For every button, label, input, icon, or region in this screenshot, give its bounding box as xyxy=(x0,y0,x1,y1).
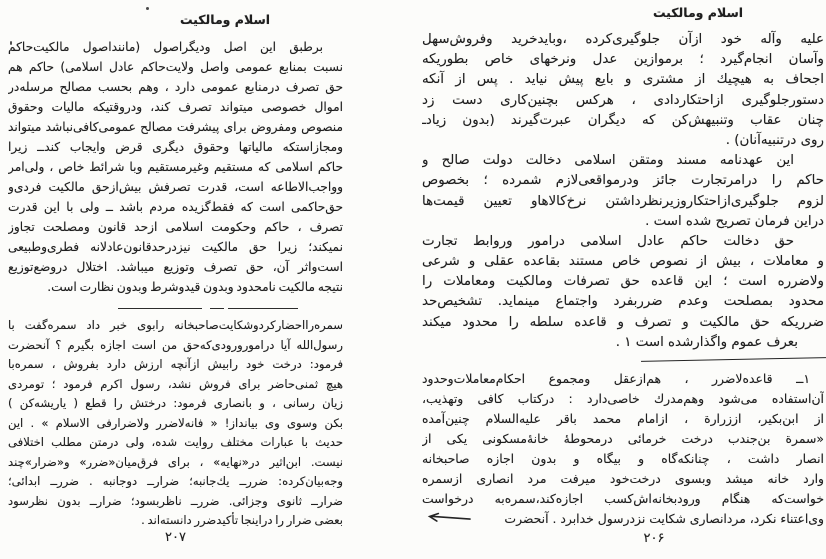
text-line: لزوم جلوگیری‌ازاحتکاروزیرنظرداشتن نرخ‌کالاهاو تعیین قیمت‌ها xyxy=(422,193,824,209)
text-line: حاکم را درامرتجارت جائز ودرمواقعی‌لازم شمرده ؛ بخصوص xyxy=(422,173,824,189)
text-line: نسبت بمنابع عمومی واصل ولایت‌حاکم عادل اسلامی) حاکم هم xyxy=(8,60,343,74)
text-line: دستورجلوگیری ازاحتکاردادی ، هرکس بچنین‌کاری دست زد xyxy=(422,92,824,108)
page-number: ۲۰۷ xyxy=(165,530,186,545)
page-number: ۲۰۶ xyxy=(643,531,665,546)
page-title: اسلام ومالکیت xyxy=(652,5,744,20)
page-title: اسلام ومالکیت xyxy=(179,12,271,27)
text-line: سمره‌رااحضارکردوشکایت‌صاحبخانه رابوی خبر داد سمره‌گفت با xyxy=(8,318,343,332)
text-line: و معاملات ، بیش از نصوص خاص مستند بقاعده عقلی و شرعی xyxy=(422,254,824,270)
text-line: زیان رسانی ، و بانصاری فرمود: درختش را قطع ( یاریشه‌کن ) xyxy=(8,396,343,410)
text-line: اجحاف به هیچیك از مشتری و بایع پیش نیاید . پس از آنکه xyxy=(422,72,824,88)
text-line: وجه‌بیان‌کرده: ضررــ یك‌جانبه؛ ضرارــ دوجانبه . ضررــ ابدائی؛ xyxy=(8,474,343,488)
text-line: رسول‌الله آیا درامورورودی‌که‌حق من است اجازه بگیرم ؟ آنحضرت xyxy=(8,337,343,352)
text-line: این عهدنامه مسند ومتقن اسلامی دخالت دولت صالح و xyxy=(422,153,794,169)
text-line: بعضی ضرار را دراینجا تأکیدضرر دانسته‌اند . xyxy=(141,513,343,527)
text-line: خواست‌که هنگام ورودبخانه‌اش‌کسب اجازه‌کند،سمره‌به درخواست xyxy=(422,491,824,506)
separator-segment xyxy=(210,308,224,309)
text-line: ومجازاستکه مالیاتها وحقوق دیگری قرض وایجاب کندــ زیرا xyxy=(8,140,343,154)
text-line: حق‌حاکمی است که فقط‌گزیده مردم باشد ــ ولی با این قدرت xyxy=(8,200,343,214)
text-line: روی درتنبیه‌آنان) . xyxy=(725,132,824,148)
text-line: وواجب‌الاطاعه است، قدرت تصرفش بیش‌ازحق مالکیت فردی‌و xyxy=(8,180,343,194)
body-text xyxy=(8,37,343,297)
text-line: نتیجه مالکیت نامحدود وبدون قیدوشرط وبدون نظارت است. xyxy=(47,280,343,294)
right-page xyxy=(413,0,826,559)
text-line: ضرریکه حق مالکیت و تصرف و قاعده سلطه را محدود میکند xyxy=(422,314,824,330)
text-line: ۱ــ قاعده‌لاضرر ، هم‌ازعقل ومجموع احکام‌معاملات‌وحدود xyxy=(422,371,810,386)
footnote-separator xyxy=(641,357,826,362)
text-line: برطبق این اصل ودیگراصول (ماننداصول مالکیت‌حاکم xyxy=(8,40,323,54)
body-text xyxy=(422,30,824,353)
text-line: حق دخالت حاکم عادل اسلامی درامور وروابط تجارت xyxy=(422,233,794,249)
text-line: بعرف عموم واگذارشده است ۱ . xyxy=(615,334,798,350)
text-line: نیست. ابن‌اثیر در«نهایه» ، برای فرق‌میان«ضرر» و«ضرار»چند xyxy=(8,454,343,469)
text-line: از ابن‌بکیر، اززرارة ، ازامام محمد باقر علیه‌السلام چنین‌آمده xyxy=(422,411,824,426)
text-line: هیچ ثمنی‌حاضر برای فروش نشد، رسول اکرم فرمود ؛ تومردی xyxy=(8,376,343,391)
text-line: منصوص ومفروض برای پیشرفت مصالح عمومی‌کافی‌نباشد میتواند xyxy=(8,120,343,134)
text-line: حق تصرف درمنابع عمومی دارد ، وهم بحسب مصالح مرسله‌در xyxy=(8,80,343,94)
text-line: نمیکند؛ زیرا حق مالکیت نیزدرحدقانون‌عادلانه فطری‌وطبیعی xyxy=(8,240,343,254)
text-line: است‌واثر آن، حق تصرف وتوزیع میباشد. اختلال دروضع‌توزیع xyxy=(8,260,343,274)
text-line: بکن وسوی وی بیانداز! « فانه‌لاضرر ولاضرارفی الاسلام » . این xyxy=(8,415,343,430)
text-line: دراین فرمان تصریح شده است . xyxy=(645,213,824,229)
text-line: آن‌استفاده می‌شود وهم‌مدرك خاصی‌دارد : درکتاب کافی وتهذیب، xyxy=(422,391,824,406)
text-line: وآسان انجام‌گیرد ؛ برموازین عدل ونرخهای خاص بطوریکه xyxy=(422,52,824,68)
text-line: فرمود: درخت خود رابیش ازآنچه ارزش دارد بفروش ، سمره‌با xyxy=(8,357,343,371)
text-line: حاکم اسلامی که مستقیم وغیرمستقیم وبا شرائط خاص ، ولی‌امر xyxy=(8,160,343,174)
text-line: چنان عقاب وتنبیهش‌کن که دیگران عبرت‌گیرند (بدون زیادـ xyxy=(422,112,824,128)
footnote-text xyxy=(8,316,343,531)
text-line: علیه وآله خود ازآن جلوگیری‌کرده ،وبایدخرید وفروش‌سهل xyxy=(422,32,824,47)
text-line: محدود بمصلحت وعدم ضرربفرد واجتماع مینماید. تشخیص‌حد xyxy=(422,294,824,310)
footnote-text xyxy=(422,369,824,529)
text-line: اموال خصوصی میتواند تصرف کند، ودروقتیکه مالیات وحقوق xyxy=(8,100,343,114)
text-line: «سمرة بن‌جندب درخت خرمائی درمحوطهٔ خانهٔ‌مسکونی یکی از xyxy=(422,431,824,446)
text-line: وارد خانه میشد وبسوی درخت‌خود میرفت مرد انصاری ازسمره xyxy=(422,471,824,486)
separator-segment xyxy=(228,308,298,309)
footnote-separator xyxy=(118,305,298,311)
text-line: انصار داشت ، چنانکه‌گاه و بیگاه و بدون اجازه صاحبخانه xyxy=(422,451,824,466)
text-line: حدیث با عبارات مختلف روایت شده، ولی درمتن مطلب اختلافی xyxy=(8,435,343,449)
text-line: ضرارــ ثانوی وجزائی. ضررــ ناظربسود؛ ضرارــ بدون نظرسود xyxy=(8,493,343,508)
text-line: وی‌اعتناء نکرد، مردانصاری شکایت نزدرسول خدابرد . آنحضرت xyxy=(504,511,824,526)
separator-segment xyxy=(118,308,202,309)
text-line: تصرف ، حاکم وحکومت اسلامی ازحد قانون ومصلحت تجاوز xyxy=(8,220,343,234)
scan-speck xyxy=(146,7,149,10)
text-line: ولاضرره است ؛ این قاعده حق تصرفات ومالکیت ومعاملات را xyxy=(422,274,824,290)
